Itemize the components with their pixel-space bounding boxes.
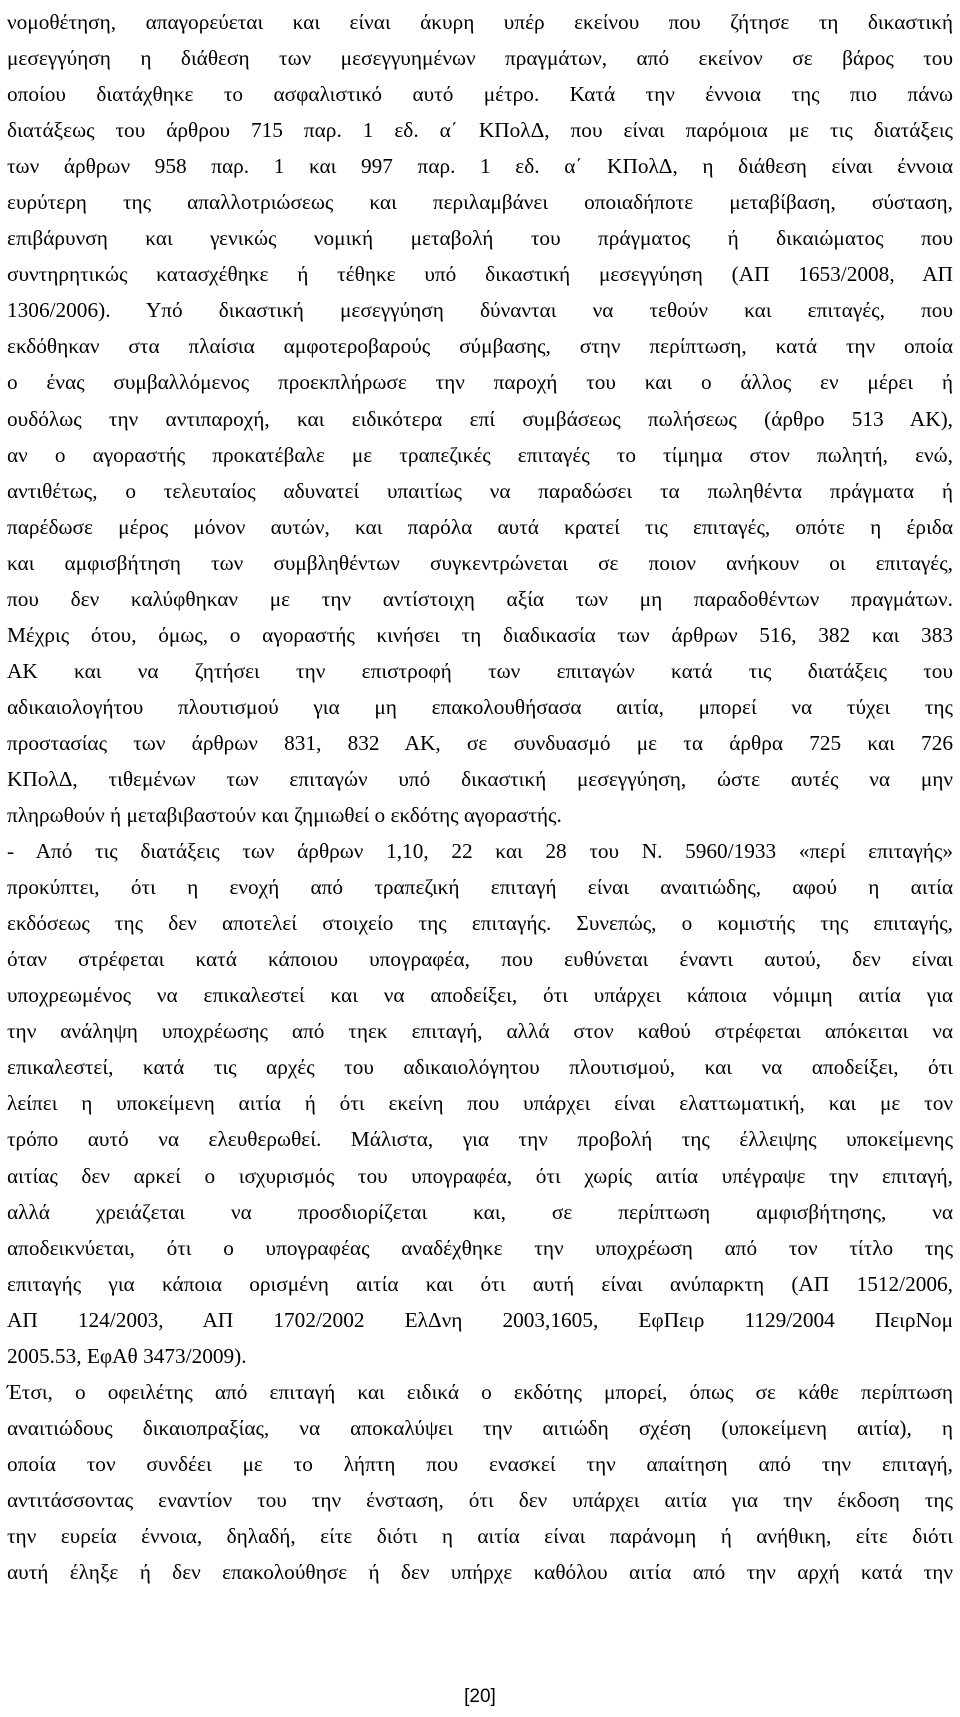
text-line: - Από τις διατάξεις των άρθρων 1,10, 22 και 28 του Ν. 5960/1933 «περί επιταγής» xyxy=(7,839,953,864)
text-line: πληρωθούν ή μεταβιβαστούν και ζημιωθεί ο εκδότης αγοραστής. xyxy=(7,803,562,828)
text-line: εκδόθηκαν στα πλαίσια αμφοτεροβαρούς σύμβασης, στην περίπτωση, κατά την οποία xyxy=(7,334,953,359)
text-line: αιτίας δεν αρκεί ο ισχυρισμός του υπογραφέα, ότι χωρίς αιτία υπέγραψε την επιταγή, xyxy=(7,1163,953,1188)
text-line: Έτσι, ο οφειλέτης από επιταγή και ειδικά ο εκδότης μπορεί, όπως σε κάθε περίπτωση xyxy=(7,1379,953,1404)
text-line: επικαλεστεί, κατά τις αρχές του αδικαιολόγητου πλουτισμού, και να αποδείξει, ότι xyxy=(7,1055,953,1080)
text-line: αντιθέτως, ο τελευταίος αδυνατεί υπαιτίως να παραδώσει τα πωληθέντα πράγματα ή xyxy=(7,478,953,503)
text-line: αποδεικνύεται, ότι ο υπογραφέας αναδέχθηκε την υποχρέωση από τον τίτλο της xyxy=(7,1235,953,1260)
text-line: μεσεγγύηση η διάθεση των μεσεγγυημένων πραγμάτων, από εκείνον σε βάρος του xyxy=(7,46,953,71)
text-line: οποία τον συνδέει με το λήπτη που ενασκεί την απαίτηση από την επιταγή, xyxy=(7,1451,953,1476)
text-line: ο ένας συμβαλλόμενος προεκπλήρωσε την παροχή του και ο άλλος εν μέρει ή xyxy=(7,370,953,395)
text-line: ΑΠ 124/2003, ΑΠ 1702/2002 ΕλΔνη 2003,1605, ΕφΠειρ 1129/2004 ΠειρΝομ xyxy=(7,1307,953,1332)
page-number: [20] xyxy=(464,1686,496,1707)
text-line: που δεν καλύφθηκαν με την αντίστοιχη αξία των μη παραδοθέντων πραγμάτων. xyxy=(7,586,953,611)
text-line: Μέχρις ότου, όμως, ο αγοραστής κινήσει τη διαδικασία των άρθρων 516, 382 και 383 xyxy=(7,622,953,647)
text-line: και αμφισβήτηση των συμβληθέντων συγκεντρώνεται σε ποιον ανήκουν οι επιταγές, xyxy=(7,550,953,575)
text-line: υποχρεωμένος να επικαλεστεί και να αποδείξει, ότι υπάρχει κάποια νόμιμη αιτία για xyxy=(7,983,953,1008)
text-line: τρόπο αυτό να ελευθερωθεί. Μάλιστα, για την προβολή της έλλειψης υποκείμενης xyxy=(7,1127,953,1152)
text-line: νομοθέτηση, απαγορεύεται και είναι άκυρη υπέρ εκείνου που ζήτησε τη δικαστική xyxy=(7,10,953,34)
text-line: παρέδωσε μέρος μόνον αυτών, και παρόλα αυτά κρατεί τις επιταγές, οπότε η έριδα xyxy=(7,514,953,539)
text-line: εκδόσεως της δεν αποτελεί στοιχείο της επιταγής. Συνεπώς, ο κομιστής της επιταγής, xyxy=(7,911,953,936)
text-line: αδικαιολογήτου πλουτισμού για μη επακολουθήσασα αιτία, μπορεί να τύχει της xyxy=(7,694,953,719)
text-line: αντιτάσσοντας εναντίον του την ένσταση, ότι δεν υπάρχει αιτία για την έκδοση της xyxy=(7,1487,953,1512)
text-line: οποίου διατάχθηκε το ασφαλιστικό αυτό μέτρο. Κατά την έννοια της πιο πάνω xyxy=(7,82,953,107)
text-line: την ευρεία έννοια, δηλαδή, είτε διότι η αιτία είναι παράνομη ή ανήθικη, είτε διότι xyxy=(7,1523,953,1548)
text-line: λείπει η υποκείμενη αιτία ή ότι εκείνη που υπάρχει είναι ελαττωματική, και με τον xyxy=(7,1091,953,1116)
text-line: συντηρητικώς κατασχέθηκε ή τέθηκε υπό δικαστική μεσεγγύηση (ΑΠ 1653/2008, ΑΠ xyxy=(7,262,953,287)
text-line: αν ο αγοραστής προκατέβαλε με τραπεζικές επιταγές το τίμημα στον πωλητή, ενώ, xyxy=(7,442,953,467)
text-line: ΚΠολΔ, τιθεμένων των επιταγών υπό δικαστική μεσεγγύηση, ώστε αυτές να μην xyxy=(7,766,953,791)
text-line: αναιτιώδους δικαιοπραξίας, να αποκαλύψει την αιτιώδη σχέση (υποκείμενη αιτία), η xyxy=(7,1415,953,1440)
text-line: την ανάληψη υποχρέωσης από τηεκ επιταγή, αλλά στον καθού στρέφεται απόκειται να xyxy=(7,1019,953,1044)
text-line: αλλά χρειάζεται να προσδιορίζεται και, σε περίπτωση αμφισβήτησης, να xyxy=(7,1199,953,1224)
text-line: επιβάρυνση και γενικώς νομική μεταβολή του πράγματος ή δικαιώματος που xyxy=(7,226,953,251)
text-line: 1306/2006). Υπό δικαστική μεσεγγύηση δύνανται να τεθούν και επιταγές, που xyxy=(7,298,953,323)
text-line: επιταγής για κάποια ορισμένη αιτία και ότι αυτή είναι ανύπαρκτη (ΑΠ 1512/2006, xyxy=(7,1271,953,1296)
text-line: αυτή έληξε ή δεν επακολούθησε ή δεν υπήρχε καθόλου αιτία από την αρχή κατά την xyxy=(7,1560,953,1585)
text-line: 2005.53, ΕφΑθ 3473/2009). xyxy=(7,1343,247,1368)
text-line: διατάξεως του άρθρου 715 παρ. 1 εδ. α΄ ΚΠολΔ, που είναι παρόμοια με τις διατάξεις xyxy=(7,118,953,143)
text-line: ουδόλως την αντιπαροχή, και ειδικότερα επί συμβάσεως πωλήσεως (άρθρο 513 ΑΚ), xyxy=(7,406,953,431)
text-line: των άρθρων 958 παρ. 1 και 997 παρ. 1 εδ. α΄ ΚΠολΔ, η διάθεση είναι έννοια xyxy=(7,154,953,179)
document-page xyxy=(7,0,953,1590)
text-line: προκύπτει, ότι η ενοχή από τραπεζική επιταγή είναι αναιτιώδης, αφού η αιτία xyxy=(7,875,953,900)
text-line: ΑΚ και να ζητήσει την επιστροφή των επιταγών κατά τις διατάξεις του xyxy=(7,658,953,683)
text-line: προστασίας των άρθρων 831, 832 ΑΚ, σε συνδυασμό με τα άρθρα 725 και 726 xyxy=(7,730,953,755)
text-line: ευρύτερη της απαλλοτριώσεως και περιλαμβάνει οποιαδήποτε μεταβίβαση, σύσταση, xyxy=(7,190,953,215)
text-line: όταν στρέφεται κατά κάποιου υπογραφέα, που ευθύνεται έναντι αυτού, δεν είναι xyxy=(7,947,953,972)
